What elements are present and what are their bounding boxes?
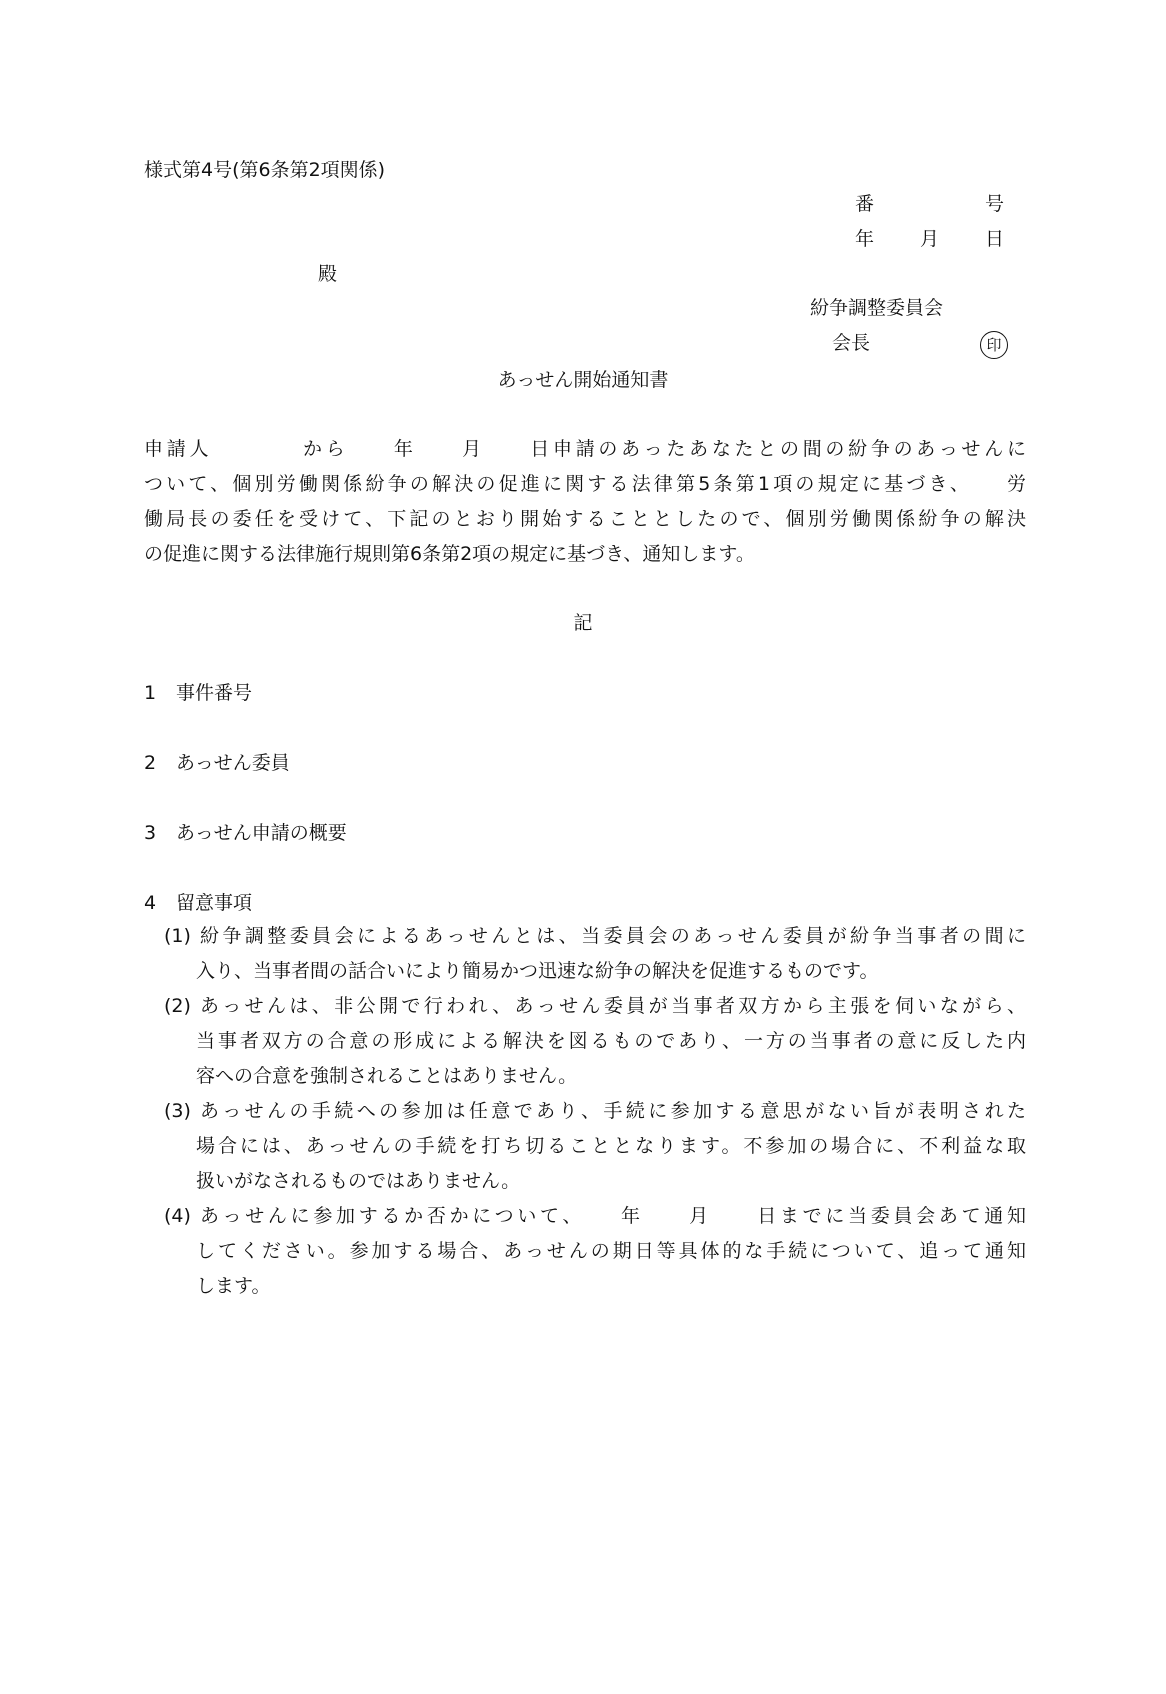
note-line: 入り、当事者間の話合いにより簡易かつ迅速な紛争の解決を促進するものです。: [196, 960, 879, 982]
note-line: 紛争調整委員会によるあっせんとは、当委員会のあっせん委員が紛争当事者の間に: [200, 925, 1026, 947]
item-label: あっせん申請の概要: [176, 822, 347, 844]
body-line: ついて、個別労働関係紛争の解決の促進に関する法律第5条第1項の規定に基づき、 労: [144, 473, 1026, 495]
note-line: してください。参加する場合、あっせんの期日等具体的な手続について、追って通知: [196, 1240, 1026, 1262]
note-line: 当事者双方の合意の形成による解決を図るものであり、一方の当事者の意に反した内: [196, 1030, 1026, 1052]
item-label: 事件番号: [176, 682, 253, 704]
body-line: 働局長の委任を受けて、下記のとおり開始することとしたので、個別労働関係紛争の解決: [144, 508, 1026, 530]
date-year-label: 年: [855, 228, 875, 250]
document-number-suffix: 号: [985, 193, 1005, 215]
note-line: あっせんに参加するか否かについて、 年 月 日までに当委員会あて通知: [200, 1205, 1026, 1227]
date-month-label: 月: [920, 228, 940, 250]
note-line: あっせんは、非公開で行われ、あっせん委員が当事者双方から主張を伺いながら、: [200, 995, 1026, 1017]
document-title: あっせん開始通知書: [497, 369, 669, 391]
item-number: 1: [144, 682, 157, 704]
committee-name: 紛争調整委員会: [810, 297, 944, 319]
body-line: の促進に関する法律施行規則第6条第2項の規定に基づき、通知します。: [144, 543, 755, 565]
note-line: 場合には、あっせんの手続を打ち切ることとなります。不参加の場合に、不利益な取: [196, 1135, 1026, 1157]
form-label: 様式第4号(第6条第2項関係): [144, 159, 386, 181]
body-line: 申請人 から 年 月 日申請のあったあなたとの間の紛争のあっせんに: [144, 438, 1026, 460]
item-label: あっせん委員: [176, 752, 290, 774]
note-number: (3): [164, 1100, 191, 1122]
seal-stamp: 印: [980, 331, 1008, 359]
note-line: あっせんの手続への参加は任意であり、手続に参加する意思がない旨が表明された: [200, 1100, 1026, 1122]
addressee-honorific: 殿: [318, 263, 338, 285]
note-line: します。: [196, 1275, 271, 1297]
note-line: 容への合意を強制されることはありません。: [196, 1065, 578, 1087]
note-line: 扱いがなされるものではありません。: [196, 1170, 521, 1192]
note-number: (4): [164, 1205, 191, 1227]
item-number: 4: [144, 892, 157, 914]
item-number: 3: [144, 822, 157, 844]
document-number-label: 番: [855, 193, 875, 215]
note-number: (2): [164, 995, 191, 1017]
chair-title: 会長: [832, 332, 871, 354]
item-number: 2: [144, 752, 157, 774]
date-day-label: 日: [985, 228, 1005, 250]
note-number: (1): [164, 925, 191, 947]
ki-heading: 記: [573, 612, 593, 634]
item-label: 留意事項: [176, 892, 253, 914]
